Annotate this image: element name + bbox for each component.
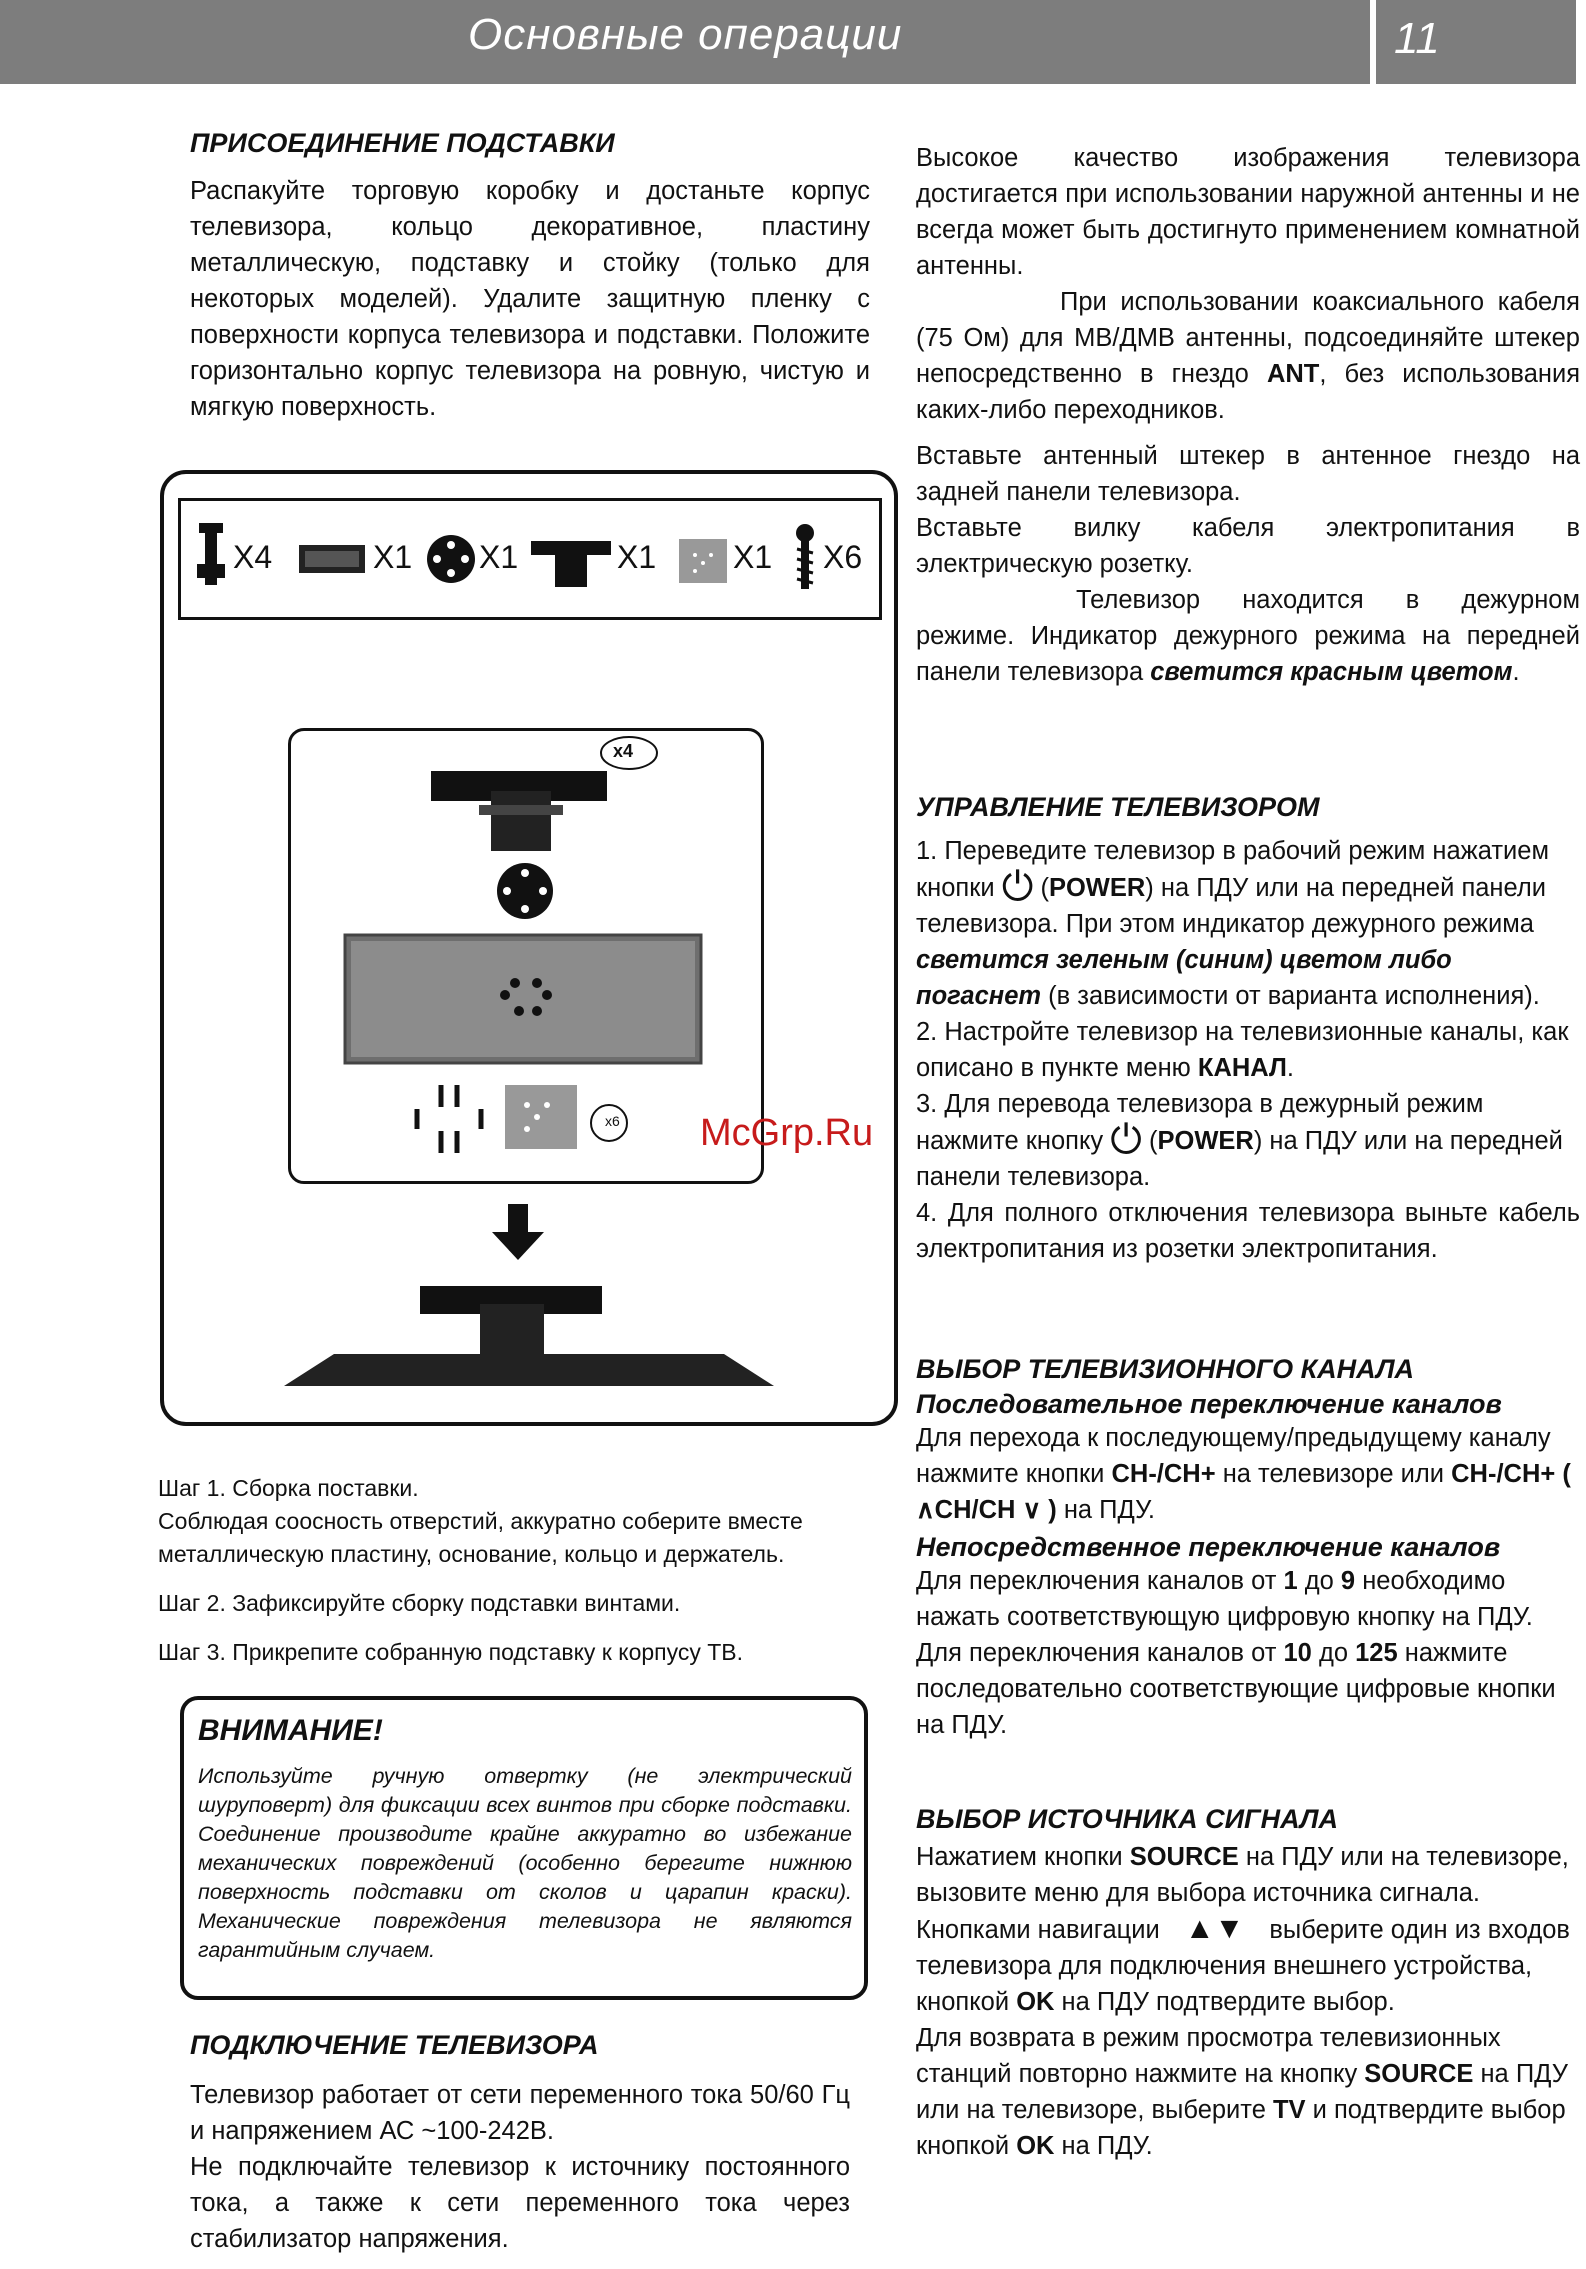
d1-e: необходимо нажать соответствующую цифровую кнопку на ПДУ. bbox=[916, 1567, 1533, 1631]
direct-text-2 bbox=[916, 1635, 1580, 1743]
stand-section bbox=[190, 128, 870, 425]
steps bbox=[158, 1472, 888, 1669]
step2-text: Шаг 2. Зафиксируйте сборку подставки винтами. bbox=[158, 1590, 681, 1616]
warning-text: Используйте ручную отвертку (не электрический шуруповерт) для фиксации всех винтов при сборке подставки. Соединение производите крайне аккуратно во избежание механических повреждений (особенно берегите нижнюю поверхность подставки от сколов и царапин краски). Механические повреждения телевизора не являются гарантийным случаем. bbox=[198, 1764, 852, 1962]
antenna-p3: Вставьте антенный штекер в антенное гнездо на задней панели телевизора. bbox=[916, 442, 1580, 506]
stand-text: Распакуйте торговую коробку и достаньте корпус телевизора, кольцо декоративное, пластину металлическую, подставку и стойку (только для некоторых моделей). Удалите защитную пленку с поверхности корпуса телевизора и подставки. Положите горизонтально корпус телевизора на ровную, чистую и мягкую поверхность. bbox=[190, 177, 870, 421]
holder-part bbox=[431, 771, 607, 851]
qty-x1-holder: X1 bbox=[617, 539, 657, 575]
s2-d: на ПДУ подтвердите выбор. bbox=[1054, 1988, 1395, 2016]
qty-x4: X4 bbox=[233, 539, 273, 575]
source-p1 bbox=[916, 1839, 1580, 1911]
plate-part bbox=[505, 1085, 577, 1149]
s3-c: на ПДУ или на телевизоре, выберите bbox=[916, 2060, 1568, 2124]
parts-icons bbox=[181, 501, 879, 617]
base-plate-icon bbox=[299, 545, 365, 573]
connect-p2: Не подключайте телевизор к источнику постоянного тока, а также к сети переменного тока через стабилизатор напряжения. bbox=[190, 2153, 850, 2253]
qty-x1-ring: X1 bbox=[479, 539, 519, 575]
ring-icon bbox=[427, 535, 475, 583]
assembled-stand-icon bbox=[284, 1274, 774, 1404]
s1-a: Нажатием кнопки bbox=[916, 1843, 1130, 1871]
antenna-p5: Телевизор находится в дежурном режиме. Индикатор дежурного режима на передней панели телевизора светится красным цветом. bbox=[916, 586, 1580, 686]
nav-arrows-icon: ▲▼ bbox=[1184, 1912, 1245, 1945]
control-heading: УПРАВЛЕНИЕ ТЕЛЕВИЗОРОМ bbox=[916, 792, 1320, 822]
wood-screw-icon bbox=[796, 524, 814, 589]
seq-text-c: на телевизоре или bbox=[1215, 1460, 1452, 1488]
d2-c: до bbox=[1311, 1639, 1356, 1667]
source-button-label-2: SOURCE bbox=[1364, 2060, 1474, 2088]
seq-text-e: на ПДУ. bbox=[1056, 1496, 1155, 1524]
step1-text: Соблюдая соосность отверстий, аккуратно соберите вместе металлическую пластину, основание, кольцо и держатель. bbox=[158, 1508, 803, 1567]
label-x6: x6 bbox=[605, 1113, 620, 1129]
c3-text-2: ) на ПДУ или на передней панели телевизора. bbox=[916, 1127, 1563, 1191]
s2-b: выберите один из входов телевизора для подключения внешнего устройства, кнопкой bbox=[916, 1916, 1570, 2016]
connect-heading: ПОДКЛЮЧЕНИЕ ТЕЛЕВИЗОРА bbox=[190, 2030, 599, 2060]
warning-title: ВНИМАНИЕ! bbox=[198, 1714, 383, 1747]
channel-menu-label: КАНАЛ bbox=[1197, 1054, 1287, 1082]
s1-c: на ПДУ или на телевизоре, вызовите меню для выбора источника сигнала. bbox=[916, 1843, 1569, 1907]
screws-group bbox=[417, 1085, 481, 1153]
antenna-p2 bbox=[916, 284, 1580, 428]
s3-g: на ПДУ. bbox=[1054, 2132, 1153, 2160]
c1-text-3: (в зависимости от варианта исполнения). bbox=[1041, 982, 1540, 1010]
s3-a: Для возврата в режим просмотра телевизионных станций повторно нажмите на кнопку bbox=[916, 2024, 1501, 2088]
antenna-section bbox=[916, 140, 1580, 690]
ok-label: OK bbox=[1016, 1988, 1055, 2016]
connect-p1: Телевизор работает от сети переменного тока 50/60 Гц и напряжением АС ~100-242В. bbox=[190, 2081, 850, 2145]
control-section bbox=[916, 792, 1580, 1267]
assembly-diagram bbox=[160, 470, 898, 1426]
seq-heading: Последовательное переключение каналов bbox=[916, 1389, 1502, 1419]
down-arrow-icon bbox=[492, 1204, 544, 1260]
screw-icon bbox=[197, 523, 225, 585]
qty-x1-base: X1 bbox=[373, 539, 413, 575]
channel-heading: ВЫБОР ТЕЛЕВИЗИОННОГО КАНАЛА bbox=[916, 1354, 1415, 1384]
d1-c: до bbox=[1297, 1567, 1341, 1595]
c2-text: 2. Настройте телевизор на телевизионные каналы, как описано в пункте меню bbox=[916, 1018, 1569, 1082]
d1-to: 9 bbox=[1340, 1567, 1356, 1595]
source-p2 bbox=[916, 1911, 1580, 2020]
exploded-view-drawing bbox=[291, 731, 761, 1181]
d1-a: Для переключения каналов от bbox=[916, 1567, 1284, 1595]
c3-text: 3. Для перевода телевизора в дежурный режим нажмите кнопку bbox=[916, 1090, 1484, 1155]
source-p3 bbox=[916, 2020, 1580, 2164]
connect-section bbox=[190, 2030, 850, 2257]
warning-box bbox=[180, 1696, 868, 2000]
antenna-p5-text: Телевизор находится в дежурном режиме. Индикатор дежурного режима на передней панели телевизора bbox=[916, 586, 1580, 686]
control-item-2: 2. Настройте телевизор на телевизионные каналы, как описано в пункте меню КАНАЛ. bbox=[916, 1018, 1569, 1082]
step3-text: Шаг 3. Прикрепите собранную подставку к корпусу ТВ. bbox=[158, 1639, 744, 1665]
s2-a: Кнопками навигации bbox=[916, 1916, 1167, 1944]
parts-list bbox=[178, 498, 882, 620]
metal-plate-icon bbox=[679, 539, 727, 583]
d2-to: 125 bbox=[1355, 1639, 1398, 1667]
power-icon-2: ⏻ bbox=[1110, 1118, 1142, 1162]
control-item-3 bbox=[916, 1086, 1580, 1195]
d2-a: Для переключения каналов от bbox=[916, 1639, 1284, 1667]
ch-buttons-tv: CH-/CH+ bbox=[1111, 1460, 1216, 1488]
page-header bbox=[0, 0, 1586, 84]
c1-text-2: ) на ПДУ или на передней панели телевизора. При этом индикатор дежурного режима bbox=[916, 874, 1546, 938]
source-section bbox=[916, 1804, 1580, 2164]
direct-text-1 bbox=[916, 1563, 1580, 1635]
d1-from: 1 bbox=[1283, 1567, 1298, 1595]
stand-heading: ПРИСОЕДИНЕНИЕ ПОДСТАВКИ bbox=[190, 128, 615, 158]
c1-emphasis: светится зеленым (синим) цветом либо погаснет bbox=[916, 946, 1452, 1010]
ring-part bbox=[497, 863, 553, 919]
exploded-view bbox=[288, 728, 764, 1184]
s3-e: и подтвердите выбор кнопкой bbox=[916, 2096, 1566, 2160]
ch-buttons-remote: CH-/CH+ ( ∧CH/CH ∨ ) bbox=[916, 1460, 1571, 1524]
tv-label: TV bbox=[1272, 2096, 1306, 2124]
section-title: Основные операции bbox=[468, 10, 903, 59]
channel-section bbox=[916, 1354, 1580, 1743]
red-color-text: светится красным цветом bbox=[1150, 658, 1513, 686]
control-item-1 bbox=[916, 833, 1580, 1014]
control-item-4: 4. Для полного отключения телевизора выньте кабель электропитания из розетки электропитания. bbox=[916, 1199, 1580, 1263]
page-number: 11 bbox=[1394, 14, 1440, 63]
seq-text-a: Для перехода к последующему/предыдущему каналу нажмите кнопки bbox=[916, 1424, 1551, 1488]
ant-label: ANT bbox=[1266, 360, 1320, 388]
antenna-p2-text: При использовании коаксиального кабеля (75 Ом) для МВ/ДМВ антенны, подсоединяйте штекер непосредственно в гнездо bbox=[916, 288, 1580, 388]
qty-x1-plate: X1 bbox=[733, 539, 773, 575]
power-icon: ⏻ bbox=[1001, 865, 1034, 909]
seq-text bbox=[916, 1420, 1580, 1528]
power-label: POWER bbox=[1048, 874, 1146, 902]
source-heading: ВЫБОР ИСТОЧНИКА СИГНАЛА bbox=[916, 1804, 1338, 1834]
qty-x6: X6 bbox=[823, 539, 863, 575]
holder-icon bbox=[531, 541, 611, 587]
step1-title: Шаг 1. Сборка поставки. bbox=[158, 1475, 419, 1501]
watermark: McGrp.Ru bbox=[700, 1112, 874, 1154]
power-label-2: POWER bbox=[1157, 1127, 1254, 1155]
label-x4: x4 bbox=[613, 741, 634, 761]
c3-paren: ( bbox=[1141, 1127, 1158, 1155]
ok-label-2: OK bbox=[1016, 2132, 1055, 2160]
d2-from: 10 bbox=[1283, 1639, 1312, 1667]
antenna-p1: Высокое качество изображения телевизора достигается при использовании наружной антенны и не всегда может быть достигнуто применением комнатной антенны. bbox=[916, 144, 1580, 280]
c1-paren: ( bbox=[1033, 874, 1049, 902]
d2-e: нажмите последовательно соответствующие цифровые кнопки на ПДУ. bbox=[916, 1639, 1556, 1739]
base-part bbox=[345, 935, 701, 1063]
c1-text: 1. Переведите телевизор в рабочий режим нажатием кнопки bbox=[916, 837, 1549, 902]
antenna-p2-end: , без использования каких-либо переходников. bbox=[916, 360, 1581, 424]
direct-heading: Непосредственное переключение каналов bbox=[916, 1532, 1501, 1562]
antenna-p4: Вставьте вилку кабеля электропитания в электрическую розетку. bbox=[916, 514, 1580, 578]
source-button-label: SOURCE bbox=[1129, 1843, 1239, 1871]
